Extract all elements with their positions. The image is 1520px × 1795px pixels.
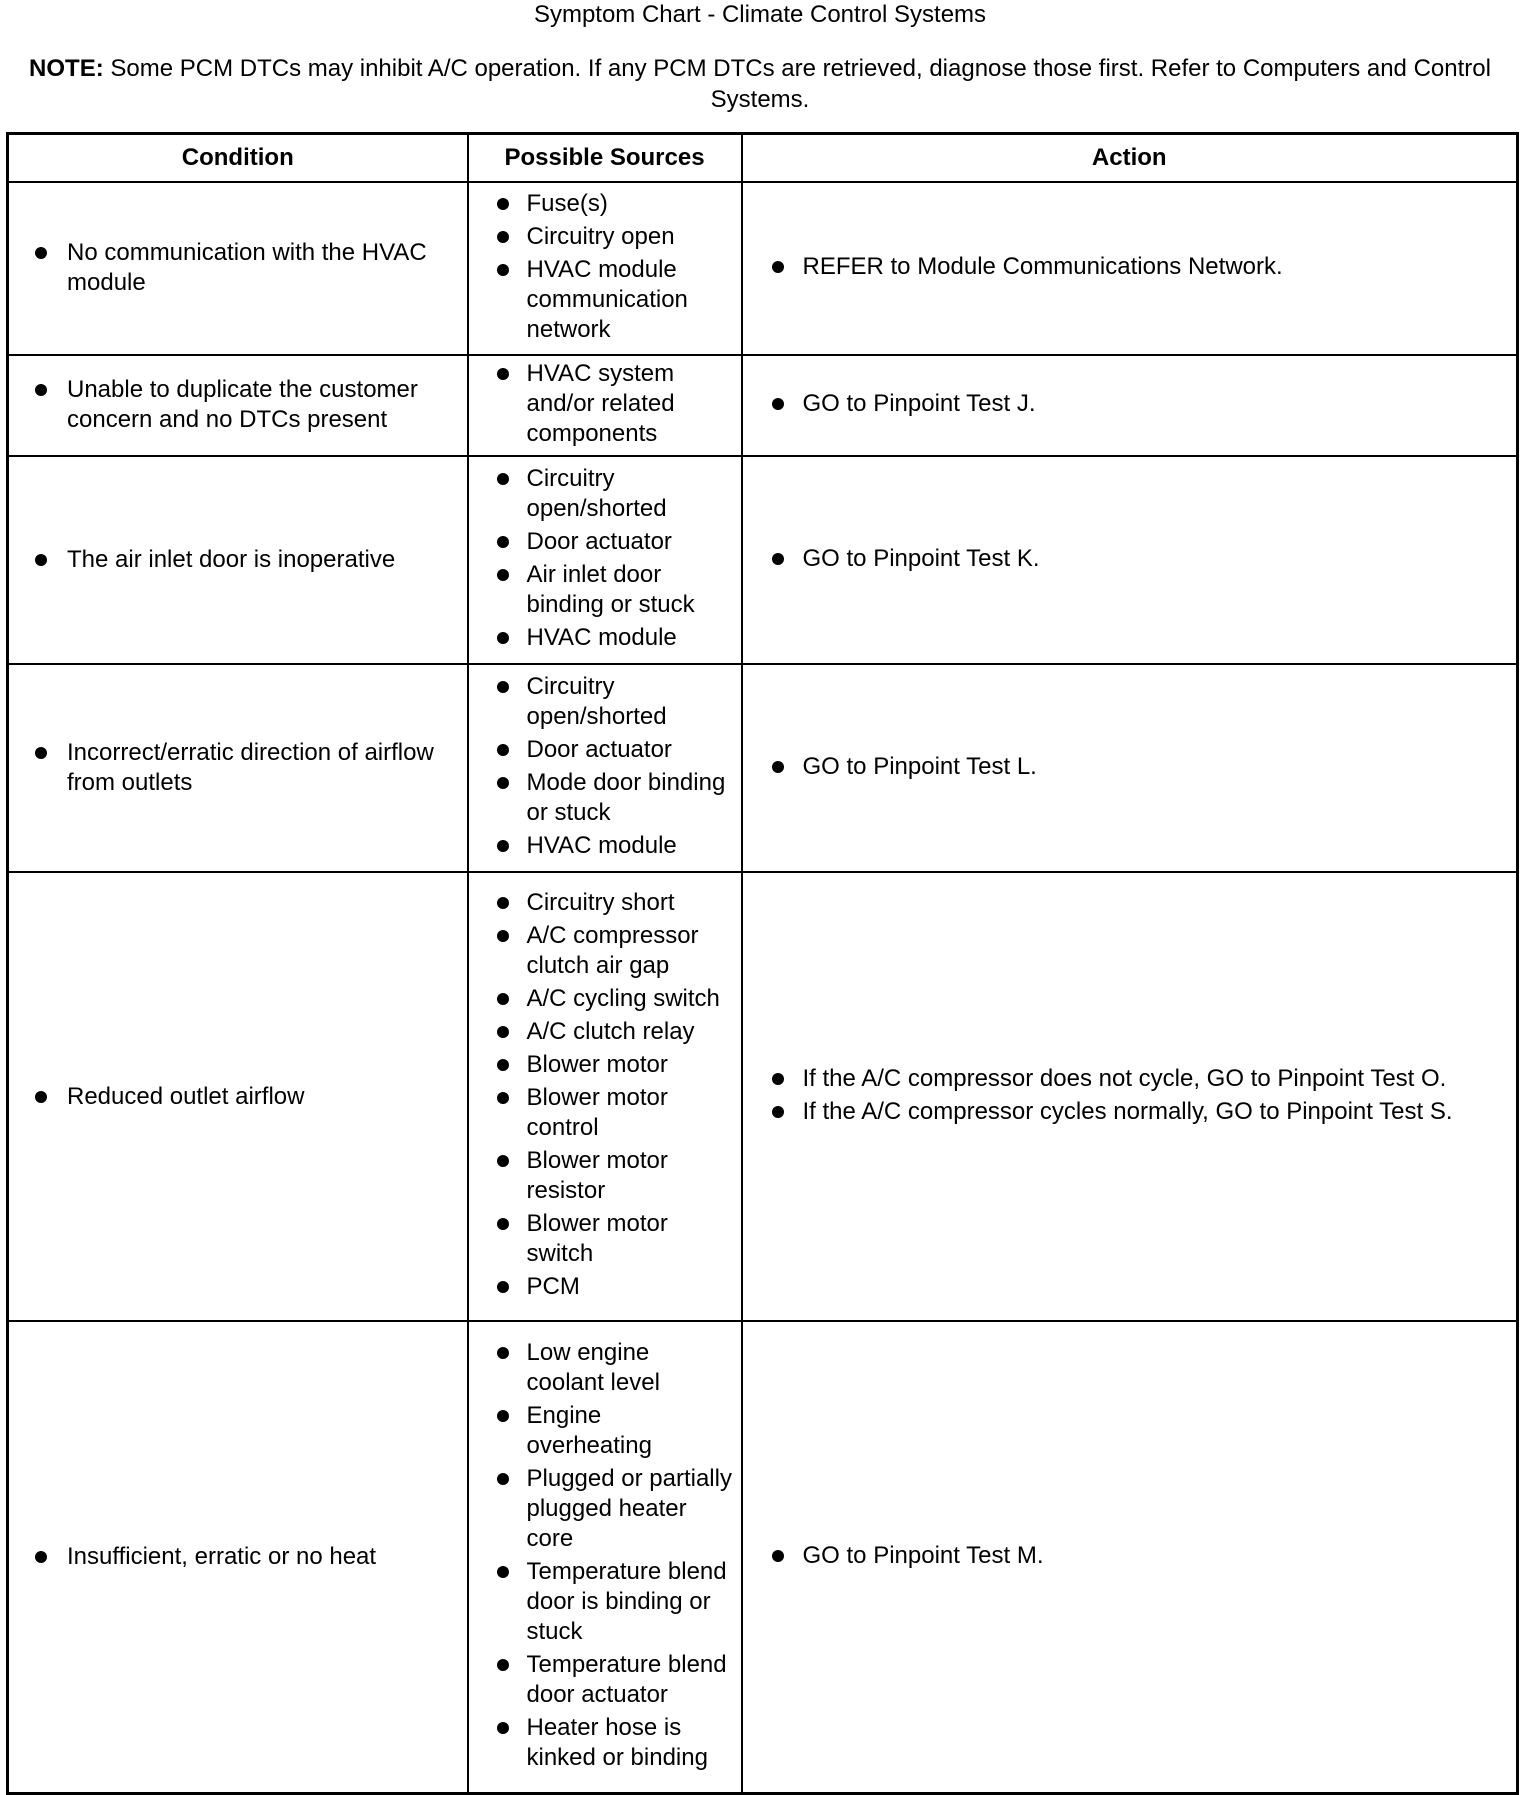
action-item: GO to Pinpoint Test L.	[743, 752, 1517, 782]
source-item: Circuitry open	[469, 222, 741, 252]
condition-text: Unable to duplicate the customer concern and no DTCs present	[9, 375, 467, 435]
source-item: Door actuator	[469, 527, 741, 557]
source-item: Blower motor control	[469, 1083, 741, 1143]
possible-sources-cell	[468, 456, 742, 664]
condition-cell	[8, 1321, 468, 1793]
table-row	[8, 456, 1518, 664]
note-text: Some PCM DTCs may inhibit A/C operation. If any PCM DTCs are retrieved, diagnose those first. Refer to Computers and Control Systems.	[110, 55, 1491, 113]
possible-sources-cell	[468, 664, 742, 872]
page-title: Symptom Chart - Climate Control Systems	[533, 1, 987, 28]
note-label: NOTE:	[29, 55, 104, 82]
source-item: Blower motor switch	[469, 1209, 741, 1269]
action-item: GO to Pinpoint Test J.	[743, 389, 1517, 419]
table-row	[8, 355, 1518, 457]
action-item: GO to Pinpoint Test K.	[743, 544, 1517, 574]
source-item: Heater hose is kinked or binding	[469, 1713, 741, 1773]
source-item: Circuitry open/shorted	[469, 464, 741, 524]
table-row	[8, 872, 1518, 1321]
condition-text: Insufficient, erratic or no heat	[9, 1542, 467, 1572]
source-item: Blower motor resistor	[469, 1146, 741, 1206]
source-item: Low engine coolant level	[469, 1338, 741, 1398]
source-item: A/C compressor clutch air gap	[469, 921, 741, 981]
source-item: Fuse(s)	[469, 189, 741, 219]
action-cell	[742, 664, 1518, 872]
source-item: PCM	[469, 1272, 741, 1302]
possible-sources-cell	[468, 1321, 742, 1793]
header-row	[8, 134, 1518, 183]
action-item: If the A/C compressor cycles normally, GO to Pinpoint Test S.	[743, 1097, 1517, 1127]
condition-cell	[8, 182, 468, 355]
condition-text: Incorrect/erratic direction of airflow from outlets	[9, 738, 467, 798]
possible-sources-cell	[468, 355, 742, 457]
source-item: Mode door binding or stuck	[469, 768, 741, 828]
condition-text: The air inlet door is inoperative	[9, 545, 467, 575]
condition-cell	[8, 355, 468, 457]
action-cell	[742, 456, 1518, 664]
header-condition: Condition	[8, 134, 468, 183]
possible-sources-cell	[468, 182, 742, 355]
source-item: A/C clutch relay	[469, 1017, 741, 1047]
action-cell	[742, 1321, 1518, 1793]
source-item: Blower motor	[469, 1050, 741, 1080]
table-row	[8, 664, 1518, 872]
source-item: HVAC system and/or related components	[469, 359, 741, 449]
source-item: Plugged or partially plugged heater core	[469, 1464, 741, 1554]
action-item: If the A/C compressor does not cycle, GO to Pinpoint Test O.	[743, 1064, 1517, 1094]
action-item: GO to Pinpoint Test M.	[743, 1541, 1517, 1571]
source-item: Engine overheating	[469, 1401, 741, 1461]
source-item: HVAC module	[469, 623, 741, 653]
header-possible-sources: Possible Sources	[468, 134, 742, 183]
source-item: Door actuator	[469, 735, 741, 765]
source-item: Temperature blend door actuator	[469, 1650, 741, 1710]
action-cell	[742, 182, 1518, 355]
condition-cell	[8, 872, 468, 1321]
action-cell	[742, 355, 1518, 457]
source-item: HVAC module communication network	[469, 255, 741, 345]
note	[20, 53, 1500, 115]
condition-text: No communication with the HVAC module	[9, 238, 467, 298]
source-item: Temperature blend door is binding or stuck	[469, 1557, 741, 1647]
source-item: A/C cycling switch	[469, 984, 741, 1014]
table-row	[8, 182, 1518, 355]
action-item: REFER to Module Communications Network.	[743, 252, 1517, 282]
possible-sources-cell	[468, 872, 742, 1321]
action-cell	[742, 872, 1518, 1321]
source-item: Circuitry short	[469, 888, 741, 918]
source-item: HVAC module	[469, 831, 741, 861]
condition-cell	[8, 456, 468, 664]
condition-text: Reduced outlet airflow	[9, 1082, 467, 1112]
source-item: Air inlet door binding or stuck	[469, 560, 741, 620]
header-action: Action	[742, 134, 1518, 183]
table-row	[8, 1321, 1518, 1793]
table-body	[8, 182, 1518, 1794]
source-item: Circuitry open/shorted	[469, 672, 741, 732]
symptom-table	[6, 132, 1519, 1795]
condition-cell	[8, 664, 468, 872]
